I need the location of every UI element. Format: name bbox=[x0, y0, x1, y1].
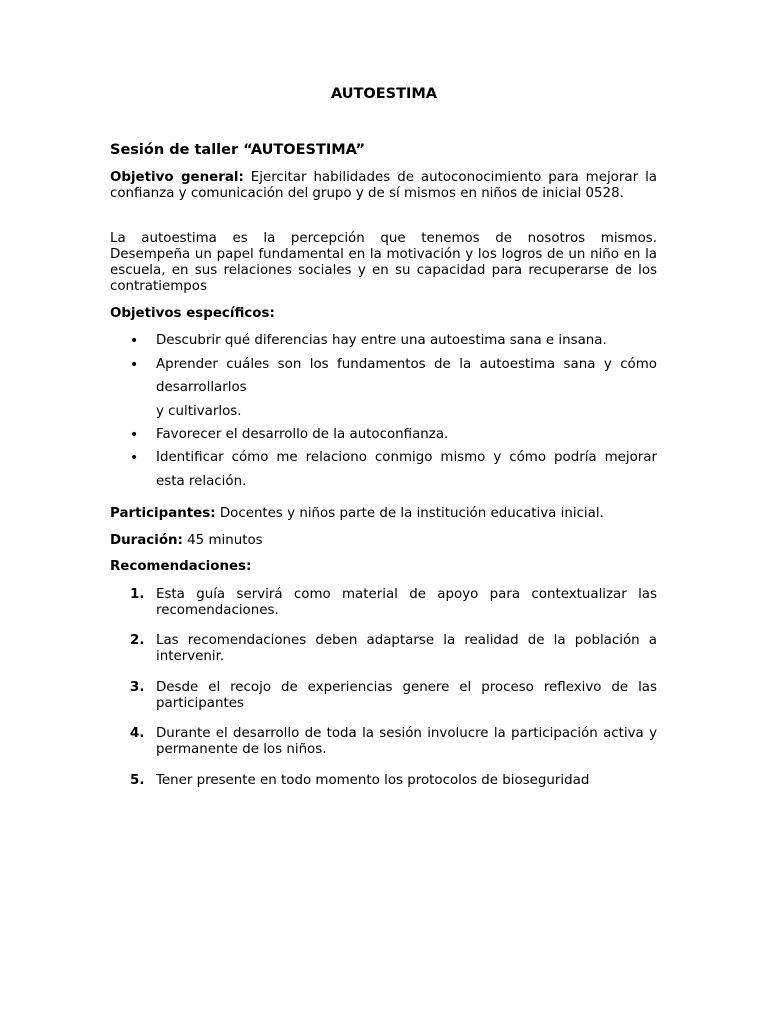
bullet-marker: • bbox=[130, 357, 139, 373]
objective-item-continued: y cultivarlos. bbox=[156, 404, 242, 419]
duration-line bbox=[110, 533, 657, 549]
objective-general-label: Objetivo general: bbox=[110, 170, 244, 185]
recommendations-label: Recomendaciones: bbox=[110, 559, 252, 574]
recommendation-item: Esta guía servirá como material de apoyo para contextualizar las recomendaciones. bbox=[156, 587, 657, 618]
duration-label: Duración: bbox=[110, 533, 183, 548]
duration-text: 45 minutos bbox=[182, 533, 263, 548]
intro-line-1: La autoestima es la percepción que tenemos de nosotros mismos. bbox=[110, 231, 657, 246]
bullet-marker: • bbox=[130, 333, 139, 349]
intro-paragraph: Desempeña un papel fundamental en la motivación y los logros de un niño en la escuela, en sus relaciones sociales y en su capacidad para recuperarse de los contratiempos bbox=[110, 247, 657, 294]
recommendation-item: Tener presente en todo momento los protocolos de bioseguridad bbox=[156, 773, 590, 788]
recommendation-item: Las recomendaciones deben adaptarse la realidad de la población a intervenir. bbox=[156, 633, 657, 664]
document-title: AUTOESTIMA bbox=[330, 86, 438, 102]
recommendation-item: Desde el recojo de experiencias genere el proceso reflexivo de las participantes bbox=[156, 680, 657, 711]
objective-item-continued: desarrollarlos bbox=[156, 380, 247, 395]
recommendation-number: 4. bbox=[130, 726, 145, 741]
objective-general-paragraph bbox=[110, 170, 657, 202]
objective-general-text: Ejercitar habilidades de autoconocimiento para mejorar la confianza y comunicación del grupo y de sí mismos en niños de inicial 0528. bbox=[110, 170, 657, 201]
objective-item: Descubrir qué diferencias hay entre una autoestima sana e insana. bbox=[156, 333, 607, 348]
bullet-marker: • bbox=[130, 427, 139, 443]
recommendation-item: Durante el desarrollo de toda la sesión involucre la participación activa y permanente de los niños. bbox=[156, 726, 657, 757]
objectives-specific-label: Objetivos específicos: bbox=[110, 306, 275, 321]
objective-item-continued: esta relación. bbox=[156, 474, 247, 489]
participants-line bbox=[110, 506, 657, 522]
participants-text: Docentes y niños parte de la institución educativa inicial. bbox=[215, 506, 604, 521]
session-heading: Sesión de taller “AUTOESTIMA” bbox=[110, 142, 366, 158]
objective-item: Favorecer el desarrollo de la autoconfianza. bbox=[156, 427, 449, 442]
participants-label: Participantes: bbox=[110, 506, 216, 521]
recommendation-number: 5. bbox=[130, 773, 145, 788]
bullet-marker: • bbox=[130, 450, 139, 466]
recommendation-number: 1. bbox=[130, 587, 145, 602]
objective-item: Aprender cuáles son los fundamentos de la autoestima sana y cómo bbox=[156, 357, 657, 372]
objective-item: Identificar cómo me relaciono conmigo mismo y cómo podría mejorar bbox=[156, 450, 657, 465]
recommendation-number: 3. bbox=[130, 680, 145, 695]
recommendation-number: 2. bbox=[130, 633, 145, 648]
